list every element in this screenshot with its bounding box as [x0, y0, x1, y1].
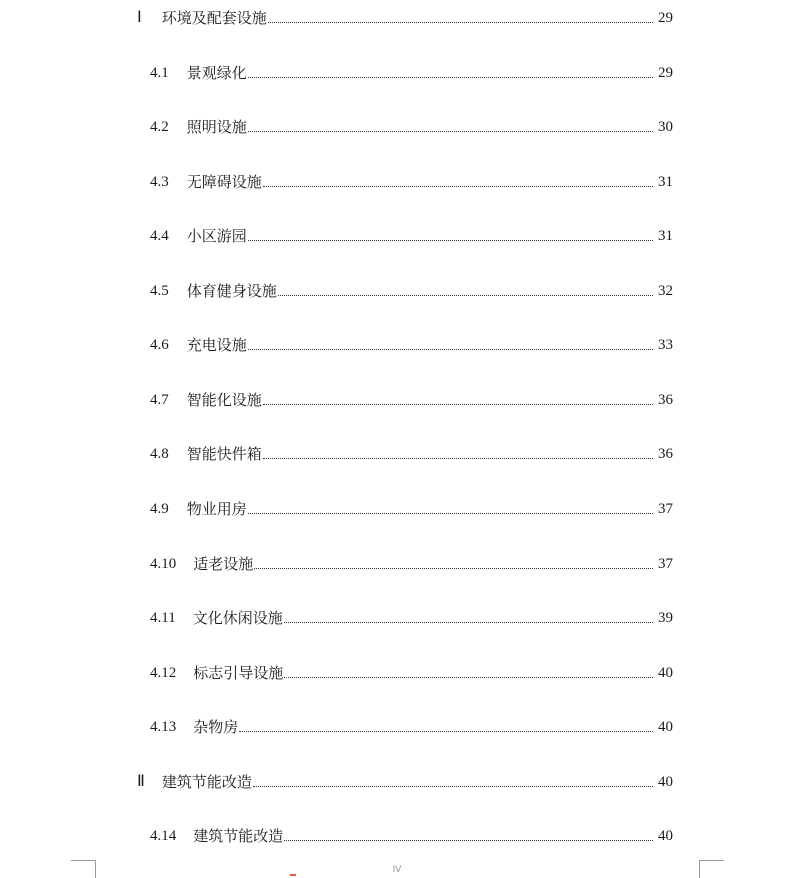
page-corner-mark-right [699, 860, 724, 878]
toc-entry-title: 标志引导设施 [193, 664, 284, 682]
toc-entry-number: 4.3 [150, 174, 169, 190]
toc-entry[interactable] [150, 440, 673, 464]
toc-entry-title: 景观绿化 [186, 64, 247, 82]
toc-dot-leader [284, 839, 653, 841]
toc-entry-number: 4.11 [150, 610, 176, 626]
toc-entry-page: 33 [658, 337, 673, 353]
toc-dot-leader [253, 785, 653, 787]
toc-entry-number: 4.10 [150, 556, 177, 572]
toc-dot-leader [254, 567, 653, 569]
toc-entry-title: 建筑节能改造 [161, 773, 252, 791]
toc-entry-page: 29 [658, 65, 673, 81]
toc-dot-leader [284, 676, 653, 678]
toc-entry-number: 4.7 [150, 392, 169, 408]
toc-entry-number: 4.14 [150, 828, 177, 844]
toc-entry-page: 40 [658, 774, 673, 790]
toc-entry-number: 4.6 [150, 337, 169, 353]
toc-entry-number: 4.2 [150, 119, 169, 135]
toc-dot-leader [263, 403, 653, 405]
toc-entry[interactable] [150, 168, 673, 192]
toc-entry-title: 智能化设施 [186, 391, 262, 409]
toc-entry-page: 36 [658, 392, 673, 408]
toc-dot-leader [248, 512, 653, 514]
toc-entry-page: 37 [658, 501, 673, 517]
toc-entry-title: 充电设施 [186, 336, 247, 354]
toc-entry-title: 照明设施 [186, 118, 247, 136]
toc-entry-title: 无障碍设施 [186, 173, 262, 191]
toc-entry[interactable] [150, 222, 673, 246]
toc-dot-leader [248, 348, 653, 350]
toc-entry[interactable] [150, 550, 673, 574]
toc-entry[interactable] [150, 659, 673, 683]
toc-entry-page: 40 [658, 719, 673, 735]
toc-entry-page: 40 [658, 665, 673, 681]
toc-entry-number: 4.8 [150, 446, 169, 462]
cursor-mark [290, 874, 296, 876]
toc-entry-title: 杂物房 [193, 718, 239, 736]
toc-entry-page: 31 [658, 174, 673, 190]
toc-entry[interactable] [150, 713, 673, 737]
toc-dot-leader [239, 730, 653, 732]
footer-page-number: IV [392, 864, 402, 874]
toc-entry-page: 37 [658, 556, 673, 572]
toc-entry-chapter[interactable] [137, 768, 673, 792]
toc-entry[interactable] [150, 59, 673, 83]
toc-entry-title: 环境及配套设施 [161, 9, 267, 27]
toc-entry-title: 智能快件箱 [186, 445, 262, 463]
page-corner-mark-left [71, 860, 96, 878]
toc-entry-number: 4.13 [150, 719, 177, 735]
toc-dot-leader [263, 457, 653, 459]
toc-entry-title: 建筑节能改造 [193, 827, 284, 845]
toc-entry-page: 32 [658, 283, 673, 299]
toc-entry[interactable] [150, 331, 673, 355]
toc-entry-page: 29 [658, 10, 673, 26]
toc-dot-leader [263, 185, 653, 187]
toc-entry-page: 31 [658, 228, 673, 244]
toc-entry-title: 小区游园 [186, 227, 247, 245]
toc-entry[interactable] [150, 386, 673, 410]
toc-entry[interactable] [150, 277, 673, 301]
toc-entry-number: Ⅰ [137, 9, 142, 26]
toc-entry-chapter[interactable] [137, 4, 673, 28]
toc-entry[interactable] [150, 113, 673, 137]
toc-entry[interactable] [150, 604, 673, 628]
toc-entry-number: Ⅱ [137, 773, 145, 790]
toc-entry-title: 物业用房 [186, 500, 247, 518]
toc-dot-leader [248, 130, 653, 132]
toc-entry-number: 4.4 [150, 228, 169, 244]
toc-entry-page: 40 [658, 828, 673, 844]
toc-entry-title: 适老设施 [193, 555, 254, 573]
toc-dot-leader [278, 294, 653, 296]
toc-entry-number: 4.1 [150, 65, 169, 81]
toc-dot-leader [284, 621, 653, 623]
toc-entry[interactable] [150, 495, 673, 519]
toc-dot-leader [268, 21, 653, 23]
toc-entry-number: 4.9 [150, 501, 169, 517]
toc-entry-title: 体育健身设施 [186, 282, 277, 300]
toc-entry-title: 文化休闲设施 [192, 609, 283, 627]
toc-dot-leader [248, 76, 653, 78]
toc-entry-page: 30 [658, 119, 673, 135]
toc-entry-number: 4.12 [150, 665, 177, 681]
toc-entry[interactable] [150, 822, 673, 846]
toc-entry-number: 4.5 [150, 283, 169, 299]
toc-entry-page: 36 [658, 446, 673, 462]
toc-entry-page: 39 [658, 610, 673, 626]
toc-dot-leader [248, 239, 653, 241]
